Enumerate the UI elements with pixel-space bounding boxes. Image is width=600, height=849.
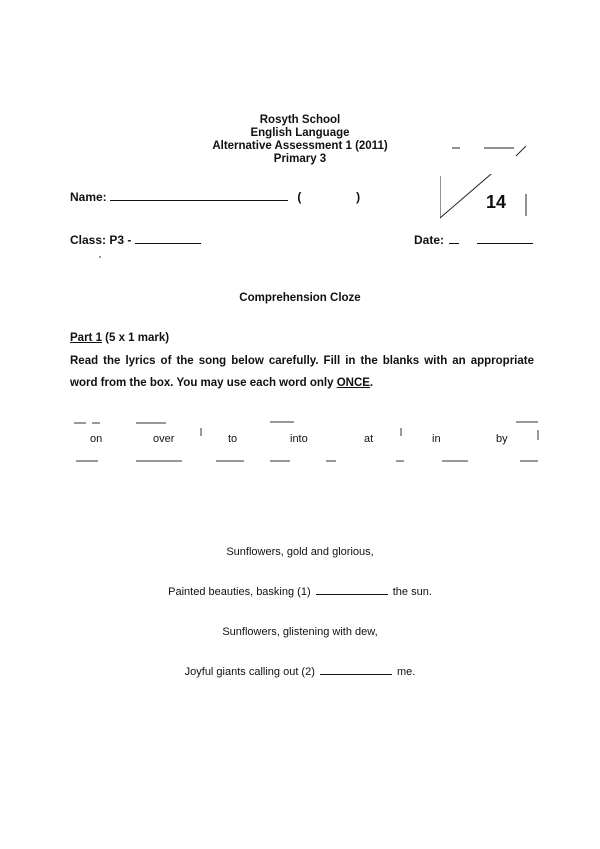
register-number-open: ( <box>297 190 302 204</box>
class-field[interactable] <box>135 243 201 244</box>
lyric-line: Sunflowers, glistening with dew, <box>222 626 378 638</box>
date-label: Date: <box>414 233 445 247</box>
lyric-line-with-blank-2 <box>0 666 600 678</box>
date-field-month-year[interactable] <box>477 243 533 244</box>
lyric-line: Sunflowers, gold and glorious, <box>226 546 374 558</box>
lyric-text: Painted beauties, basking (1) <box>168 586 311 598</box>
scan-speck <box>99 256 101 258</box>
blank-2[interactable] <box>320 674 392 675</box>
instruction-text: Read the lyrics of the song below carefully. Fill in the blanks with an appropriate word from the box. You may use each word only <box>70 355 534 389</box>
word-option: by <box>496 433 508 445</box>
word-option: to <box>228 433 238 445</box>
name-field[interactable] <box>110 200 288 201</box>
assessment-title: Alternative Assessment 1 (2011) <box>212 140 388 152</box>
part-heading <box>70 332 169 344</box>
class-row <box>70 233 201 247</box>
name-row <box>70 190 360 204</box>
date-row <box>414 233 533 247</box>
instructions <box>70 350 534 394</box>
date-field-day[interactable] <box>449 243 459 244</box>
school-name: Rosyth School <box>259 114 341 126</box>
grade-level: Primary 3 <box>273 153 327 165</box>
lyric-text: me. <box>397 666 416 678</box>
instruction-period: . <box>369 377 374 389</box>
word-option: into <box>290 433 308 445</box>
part-label: Part 1 <box>70 332 102 344</box>
score-box-top <box>450 140 532 160</box>
name-label: Name: <box>70 190 107 204</box>
word-option: over <box>153 433 175 445</box>
lyric-text: Joyful giants calling out (2) <box>184 666 315 678</box>
score-box <box>440 174 528 218</box>
score-value: 14 <box>486 192 507 212</box>
word-box <box>70 420 540 464</box>
subject-name: English Language <box>250 127 350 139</box>
lyric-line-with-blank-1 <box>0 586 600 598</box>
word-option: at <box>364 433 374 445</box>
score-box-outline <box>440 174 530 220</box>
register-number-close: ) <box>356 190 361 204</box>
class-label: Class: P3 - <box>70 233 132 247</box>
blank-1[interactable] <box>316 594 388 595</box>
part-marks: (5 x 1 mark) <box>101 332 170 344</box>
section-title: Comprehension Cloze <box>239 292 361 304</box>
word-option: in <box>432 433 441 445</box>
instruction-emphasis: ONCE <box>336 377 370 389</box>
word-option: on <box>90 433 103 445</box>
lyric-text: the sun. <box>392 586 432 598</box>
